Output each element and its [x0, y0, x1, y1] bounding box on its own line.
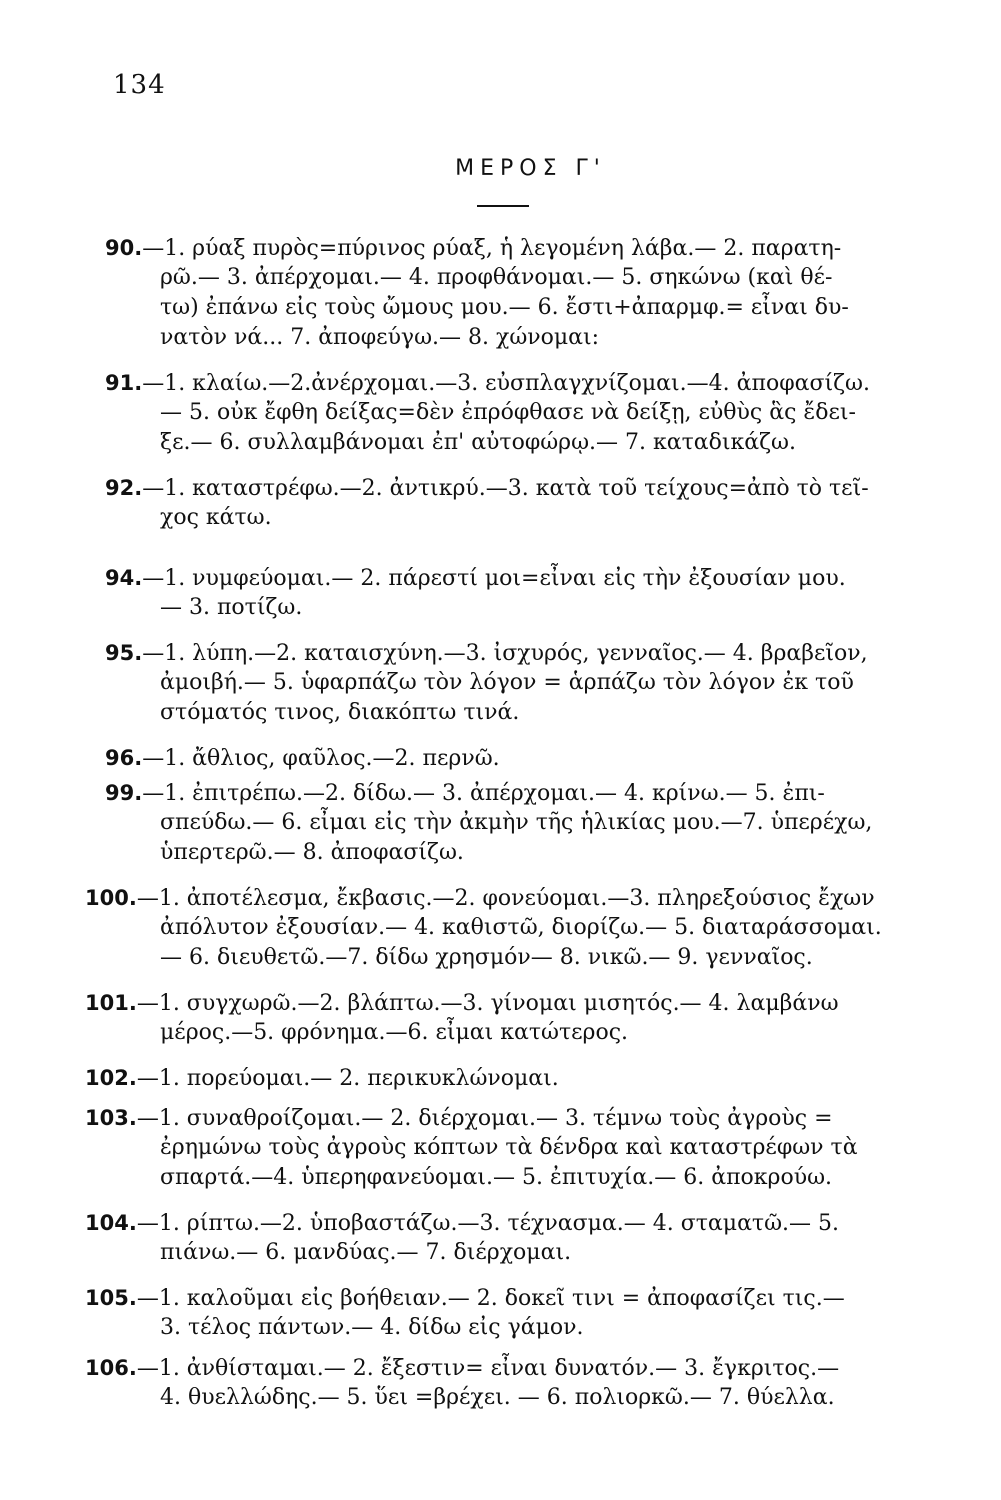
entry-number: 96. [105, 746, 143, 770]
entry-text: —1. πορεύομαι.— 2. περικυκλώνομαι. [136, 1066, 559, 1091]
entry-text: —1. συγχωρῶ.—2. βλάπτω.—3. γίνομαι μισητός.— 4. λαμβάνω [136, 991, 839, 1016]
entry-number: 90. [105, 236, 143, 260]
entry-number: 106. [85, 1356, 137, 1380]
entry-first-line [85, 1103, 833, 1134]
entry-text: —1. κλαίω.—2.ἀνέρχομαι.—3. εὐσπλαγχνίζομαι.—4. ἀποφασίζω. [142, 371, 870, 396]
entry-first-line [85, 1283, 845, 1314]
entry-text: —1. συναθροίζομαι.— 2. διέρχομαι.— 3. τέμνω τοὺς ἀγροὺς = [136, 1106, 833, 1131]
entry-continuation-line: 3. τέλος πάντων.— 4. δίδω εἰς γάμον. [160, 1315, 584, 1340]
entry-text: —1. ἀνθίσταμαι.— 2. ἔξεστιν= εἶναι δυνατόν.— 3. ἔγκριτος.— [136, 1356, 840, 1381]
entry-number: 101. [85, 991, 137, 1015]
entry-continuation-line: ἀπόλυτον ἐξουσίαν.— 4. καθιστῶ, διορίζω.— 5. διαταράσσομαι. [160, 915, 882, 940]
entry-number: 103. [85, 1106, 137, 1130]
entry-first-line [105, 743, 500, 774]
section-title: ΜΕΡΟΣ Γ' [455, 156, 606, 181]
entry-first-line [85, 883, 875, 914]
entry-text: —1. λύπη.—2. καταισχύνη.—3. ἰσχυρός, γενναῖος.— 4. βραβεῖον, [142, 641, 868, 666]
entry-number: 94. [105, 566, 143, 590]
entry-continuation-line: — 3. ποτίζω. [160, 595, 303, 620]
entry-number: 104. [85, 1211, 137, 1235]
entry-first-line [105, 778, 825, 809]
entry-text: —1. ἄθλιος, φαῦλος.—2. περνῶ. [142, 746, 500, 771]
entry-first-line [105, 638, 868, 669]
entry-continuation-line: — 6. διευθετῶ.—7. δίδω χρησμόν— 8. νικῶ.— 9. γενναῖος. [160, 945, 813, 970]
entry-text: —1. ἐπιτρέπω.—2. δίδω.— 3. ἀπέρχομαι.— 4. κρίνω.— 5. ἐπι- [142, 781, 825, 806]
entry-number: 105. [85, 1286, 137, 1310]
title-rule [477, 205, 529, 207]
entry-text: —1. καταστρέφω.—2. ἀντικρύ.—3. κατὰ τοῦ τείχους=ἀπὸ τὸ τεῖ- [142, 476, 869, 501]
entry-continuation-line: σπεύδω.— 6. εἶμαι εἰς τὴν ἀκμὴν τῆς ἡλικίας μου.—7. ὑπερέχω, [160, 810, 873, 835]
entry-text: —1. νυμφεύομαι.— 2. πάρεστί μοι=εἶναι εἰς τὴν ἐξουσίαν μου. [142, 566, 846, 591]
entry-continuation-line: μέρος.—5. φρόνημα.—6. εἶμαι κατώτερος. [160, 1020, 629, 1045]
entry-continuation-line: ρῶ.— 3. ἀπέρχομαι.— 4. προφθάνομαι.— 5. σηκώνω (καὶ θέ- [160, 265, 833, 290]
entry-text: —1. ἀποτέλεσμα, ἔκβασις.—2. φονεύομαι.—3. πληρεξούσιος ἔχων [136, 886, 875, 911]
entry-number: 95. [105, 641, 143, 665]
entry-first-line [105, 563, 846, 594]
entry-continuation-line: ξε.— 6. συλλαμβάνομαι ἐπ' αὐτοφώρῳ.— 7. καταδικάζω. [160, 430, 796, 455]
entry-number: 100. [85, 886, 137, 910]
entry-continuation-line: σπαρτά.—4. ὑπερηφανεύομαι.— 5. ἐπιτυχία.— 6. ἀποκρούω. [160, 1165, 833, 1190]
entry-number: 99. [105, 781, 143, 805]
entry-first-line [105, 368, 870, 399]
entry-continuation-line: χος κάτω. [160, 505, 272, 530]
entry-first-line [85, 1063, 559, 1094]
entry-number: 102. [85, 1066, 137, 1090]
entry-continuation-line: τω) ἐπάνω εἰς τοὺς ὤμους μου.— 6. ἔστι+ἀπαρμφ.= εἶναι δυ- [160, 295, 849, 320]
entry-continuation-line: πιάνω.— 6. μανδύας.— 7. διέρχομαι. [160, 1240, 572, 1265]
entry-text: —1. καλοῦμαι εἰς βοήθειαν.— 2. δοκεῖ τινι = ἀποφασίζει τις.— [136, 1286, 845, 1311]
entry-number: 92. [105, 476, 143, 500]
entry-text: —1. ρύαξ πυρὸς=πύρινος ρύαξ, ἡ λεγομένη λάβα.— 2. παρατη- [142, 236, 842, 261]
entry-first-line [85, 988, 839, 1019]
entry-number: 91. [105, 371, 143, 395]
entry-continuation-line: — 5. οὐκ ἔφθη δείξας=δὲν ἐπρόφθασε νὰ δείξῃ, εὐθὺς ἃς ἔδει- [160, 400, 856, 425]
entry-first-line [85, 1208, 839, 1239]
entry-first-line [85, 1353, 839, 1384]
entry-continuation-line: ἀμοιβή.— 5. ὑφαρπάζω τὸν λόγον = ἁρπάζω τὸν λόγον ἐκ τοῦ [160, 670, 854, 695]
entry-first-line [105, 473, 869, 504]
entry-first-line [105, 233, 841, 264]
entry-continuation-line: νατὸν νά... 7. ἀποφεύγω.— 8. χώνομαι: [160, 325, 600, 350]
entry-text: —1. ρίπτω.—2. ὑποβαστάζω.—3. τέχνασμα.— 4. σταματῶ.— 5. [136, 1211, 840, 1236]
entry-continuation-line: ὑπερτερῶ.— 8. ἀποφασίζω. [160, 840, 464, 865]
entry-continuation-line: 4. θυελλώδης.— 5. ὕει =βρέχει. — 6. πολιορκῶ.— 7. θύελλα. [160, 1385, 835, 1410]
entry-continuation-line: στόματός τινος, διακόπτω τινά. [160, 700, 520, 725]
entry-continuation-line: ἐρημώνω τοὺς ἀγροὺς κόπτων τὰ δένδρα καὶ καταστρέφων τὰ [160, 1135, 858, 1160]
page-number: 134 [113, 70, 166, 100]
